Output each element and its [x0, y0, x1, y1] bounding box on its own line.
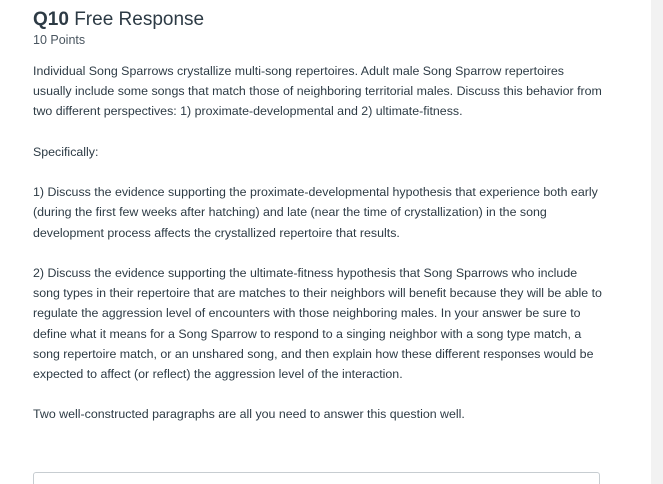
page-scrollbar[interactable]	[651, 0, 663, 484]
prompt-paragraph-part-2: 2) Discuss the evidence supporting the ultimate-fitness hypothesis that Song Sparrows who include song types in their repertoire that are matches to their neighbors will benefit because they will be able to regulate the aggression level of encounters with those neighboring males. In your answer be sure to define what it means for a Song Sparrow to respond to a singing neighbor with a song type match, a song repertoire match, or an unshared song, and then explain how these different responses would be expected to affect (or reflect) the aggression level of the interaction.	[33, 265, 602, 381]
question-header	[33, 9, 204, 31]
prompt-paragraph-intro: Individual Song Sparrows crystallize multi-song repertoires. Adult male Song Sparrow repertoires usually include some songs that match those of neighboring territorial males. Discuss this behavior from two different perspectives: 1) proximate-developmental and 2) ultimate-fitness.	[33, 64, 602, 119]
question-points: 10 Points	[33, 33, 86, 47]
question-title: Free Response	[74, 9, 205, 30]
prompt-paragraph-closing: Two well-constructed paragraphs are all you need to answer this question well.	[33, 407, 465, 422]
question-prompt	[33, 61, 605, 445]
answer-text-box[interactable]	[33, 472, 600, 484]
question-number: Q10	[33, 9, 69, 30]
prompt-paragraph-specifically: Specifically:	[33, 144, 99, 159]
prompt-paragraph-part-1: 1) Discuss the evidence supporting the proximate-developmental hypothesis that experience both early (during the first few weeks after hatching) and late (near the time of crystallization) in the song development process affects the crystallized repertoire that results.	[33, 185, 598, 240]
